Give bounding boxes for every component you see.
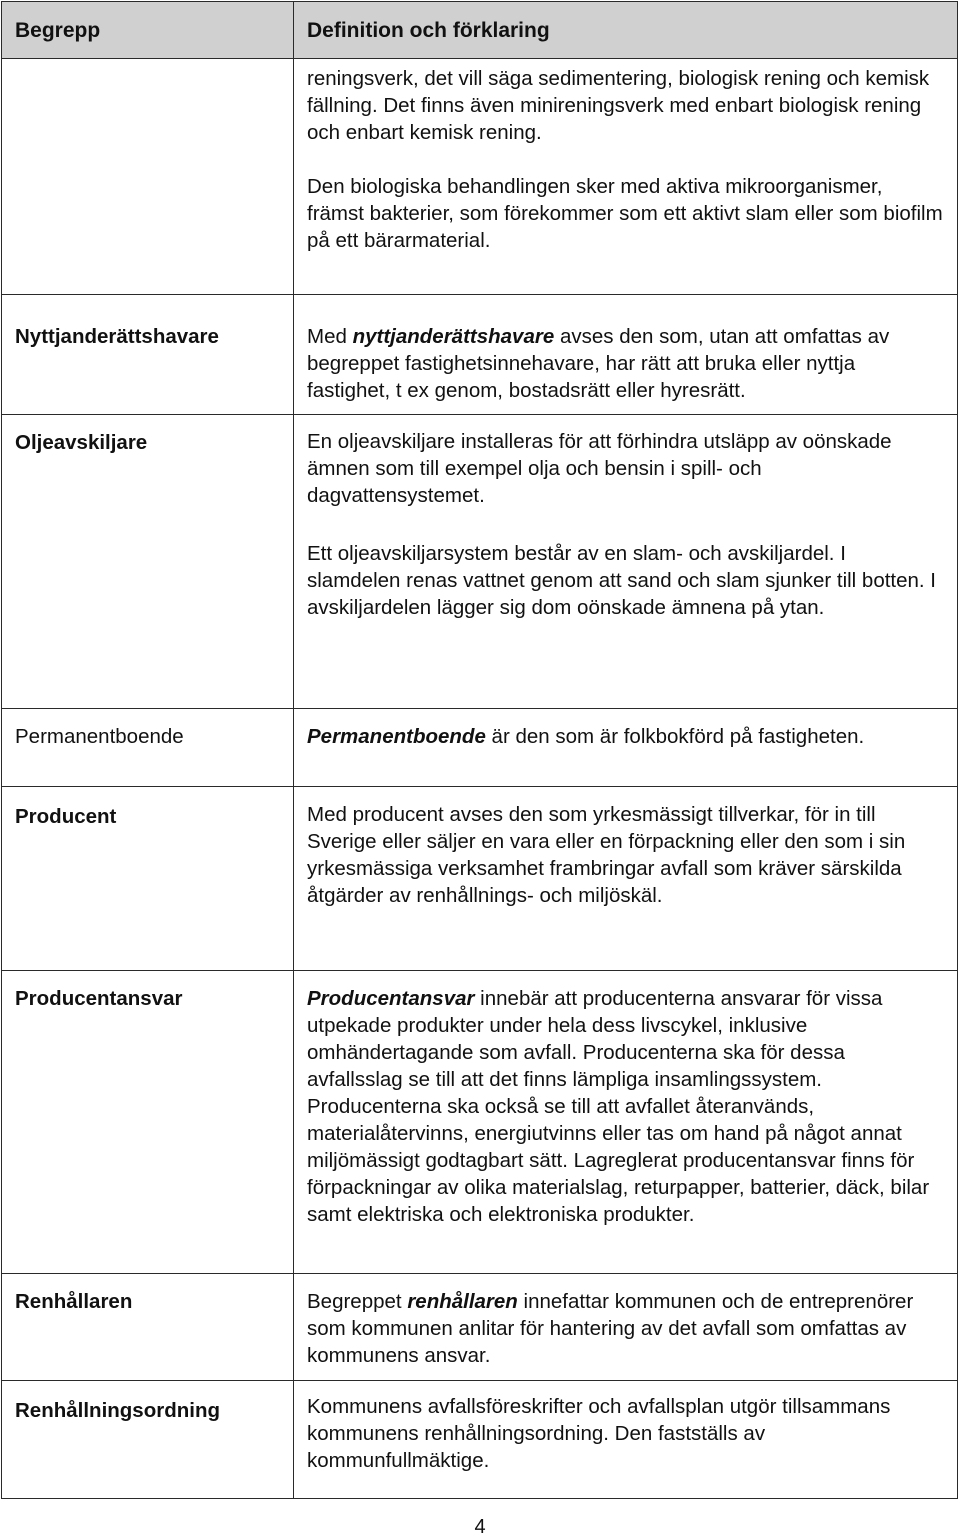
term-cell: Permanentboende (2, 709, 294, 787)
definition-cell (294, 1274, 958, 1381)
term-cell: Producent (2, 787, 294, 971)
table-row (2, 59, 958, 295)
table-row (2, 787, 958, 971)
definition-paragraph: En oljeavskiljare installeras för att förhindra utsläpp av oönskade ämnen som till exempel olja och bensin i spill- och dagvattensystemet. (307, 430, 892, 507)
definition-paragraph (307, 985, 944, 1228)
definition-lead: Begreppet (307, 1290, 408, 1313)
table-row (2, 1274, 958, 1381)
term-cell: Oljeavskiljare (2, 415, 294, 709)
definition-paragraph: Kommunens avfallsföreskrifter och avfallsplan utgör tillsammans kommunens renhållningsordning. Den fastställs av kommunfullmäktige. (307, 1395, 891, 1472)
definition-cell (294, 295, 958, 415)
definition-rest: innebär att producenterna ansvarar för vissa utpekade produkter under hela dess livscykel, inklusive omhändertagande som avfall. Producenterna ska för dessa avfallsslag se till att det finns lämpliga insamlingssystem. Producenterna ska också se till att avfallet återanvänds, materialåtervinns, energiutvinns eller tas om hand på något annat miljömässigt godtagbart sätt. Lagreglerat producentansvar finns för förpackningar av olika materialslag, returpapper, batterier, däck, bilar samt elektriska och elektroniska produkter. (307, 987, 930, 1226)
definition-paragraph: Ett oljeavskiljarsystem består av en slam- och avskiljardel. I slamdelen renas vattnet genom att sand och slam sjunker till botten. I avskiljardelen lägger sig dom oönskade ämnena på ytan. (307, 542, 937, 619)
definition-paragraph: reningsverk, det vill säga sedimentering, biologisk rening och kemisk fällning. Det finns även minireningsverk med enbart biologisk rening och enbart kemisk rening. (307, 67, 930, 144)
page-number: 4 (474, 1516, 486, 1538)
term-cell: Renhållningsordning (2, 1381, 294, 1499)
definition-lead: Med (307, 325, 353, 348)
definition-paragraph (307, 723, 944, 750)
definition-rest: innefattar kommunen och de entreprenörer som kommunen anlitar för hantering av det avfall som omfattas av kommunens ansvar. (307, 1290, 914, 1367)
definition-cell (294, 415, 958, 709)
table-header-row (2, 2, 958, 59)
emphasized-term: renhållaren (407, 1290, 518, 1313)
definition-paragraph: Med producent avses den som yrkesmässigt tillverkar, för in till Sverige eller säljer en vara eller en förpackning eller den som i sin yrkesmässiga verksamhet frambringar avfall som kräver särskilda åtgärder av renhållnings- och miljöskäl. (307, 803, 906, 907)
definition-paragraph: Den biologiska behandlingen sker med aktiva mikroorganismer, främst bakterier, som förekommer som ett aktivt slam eller som biofilm på ett bärarmaterial. (307, 175, 943, 252)
definition-cell (294, 787, 958, 971)
glossary-table (1, 1, 958, 1499)
column-header-definition: Definition och förklaring (294, 2, 958, 59)
table-row (2, 295, 958, 415)
table-row (2, 709, 958, 787)
table-row (2, 415, 958, 709)
table-row (2, 1381, 958, 1499)
definition-rest: är den som är folkbokförd på fastigheten. (485, 725, 865, 748)
term-cell: Producentansvar (2, 971, 294, 1274)
emphasized-term: Producentansvar (307, 987, 475, 1010)
definition-cell (294, 709, 958, 787)
emphasized-term: nyttjanderättshavare (352, 325, 555, 348)
definition-cell (294, 971, 958, 1274)
definition-paragraph (307, 323, 944, 404)
definition-paragraph (307, 1288, 944, 1369)
term-cell: Renhållaren (2, 1274, 294, 1381)
column-header-term: Begrepp (2, 2, 294, 59)
definition-cell (294, 1381, 958, 1499)
emphasized-term: Permanentboende (307, 725, 486, 748)
table-row (2, 971, 958, 1274)
definition-cell (294, 59, 958, 295)
definition-rest: avses den som, utan att omfattas av begreppet fastighetsinnehavare, har rätt att bruka eller nyttja fastighet, t ex genom, bostadsrätt eller hyresrätt. (307, 325, 890, 402)
term-cell: Nyttjanderättshavare (2, 295, 294, 415)
term-cell (2, 59, 294, 295)
